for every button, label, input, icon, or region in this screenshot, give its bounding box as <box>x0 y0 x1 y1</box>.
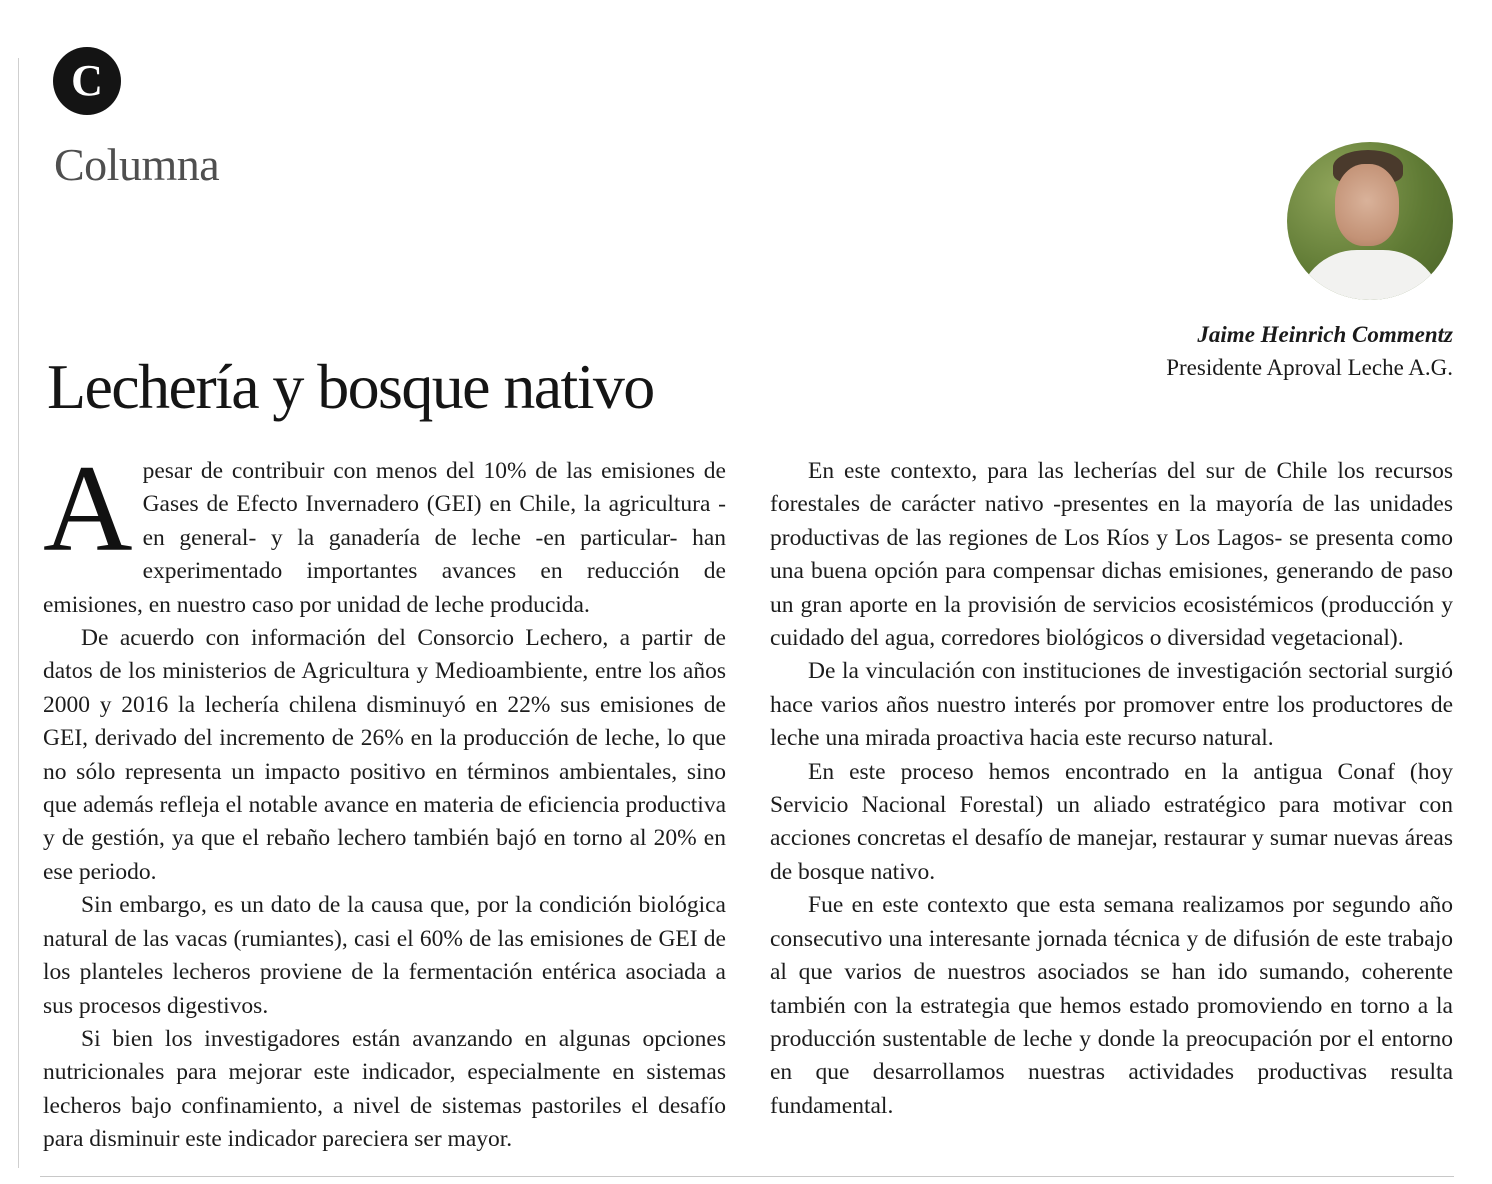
author-photo <box>1287 142 1453 300</box>
author-photo-shirt <box>1297 250 1443 300</box>
author-name: Jaime Heinrich Commentz <box>1197 322 1453 347</box>
article-paragraph: En este contexto, para las lecherías del sur de Chile los recursos forestales de carácter nativo -presentes en la mayoría de las unidades productivas de las regiones de Los Ríos y Los Lagos- se presenta como una buena opción para compensar dichas emisiones, generando de paso un gran aporte en la provisión de servicios ecosistémicos (producción y cuidado del agua, corredores biológicos o diversidad vegetacional). <box>770 458 1453 652</box>
section-badge-icon <box>53 47 121 115</box>
article-paragraph: En este proceso hemos encontrado en la antigua Conaf (hoy Servicio Nacional Forestal) un aliado estratégico para motivar con acciones concretas el desafío de manejar, restaurar y sumar nuevas áreas de bosque nativo. <box>770 758 1453 885</box>
article-column-left <box>43 440 726 1157</box>
author-role: Presidente Aproval Leche A.G. <box>1166 355 1453 380</box>
section-label: Columna <box>54 139 220 190</box>
article-paragraph: De acuerdo con información del Consorcio Lechero, a partir de datos de los ministerios de Agricultura y Medioambiente, entre los años 2000 y 2016 la lechería chilena disminuyó en 22% sus emisiones de GEI, derivado del incremento de 26% en la producción de leche, lo que no sólo representa un impacto positivo en términos ambientales, sino que además refleja el notable avance en materia de eficiencia productiva y de gestión, ya que el rebaño lechero también bajó en torno al 20% en ese periodo. <box>43 625 726 885</box>
paragraph-text: pesar de contribuir con menos del 10% de las emisiones de Gases de Efecto Invernadero (GEI) en Chile, la agricultura -en general- y la ganadería de leche -en particular- han experimentado importantes avances en reducción de emisiones, en nuestro caso por unidad de leche producida. <box>43 458 726 618</box>
article-paragraph: Sin embargo, es un dato de la causa que, por la condición biológica natural de las vacas (rumiantes), casi el 60% de las emisiones de GEI de los planteles lecheros proviene de la fermentación entérica asociada a sus procesos digestivos. <box>43 892 726 1019</box>
left-margin-rule <box>18 58 19 1168</box>
article-headline: Lechería y bosque nativo <box>47 351 654 422</box>
drop-cap: A <box>43 440 133 577</box>
author-photo-face <box>1335 164 1399 246</box>
article-paragraph: Fue en este contexto que esta semana realizamos por segundo año consecutivo una interesante jornada técnica y de difusión de este trabajo al que varios de nuestros asociados se han ido sumando, coherente también con la estrategia que hemos estado promoviendo en torno a la producción sustentable de leche y donde la preocupación por el entorno en que desarrollamos nuestras actividades productivas resulta fundamental. <box>770 892 1453 1119</box>
article-paragraph: Si bien los investigadores están avanzando en algunas opciones nutricionales para mejorar este indicador, especialmente en sistemas lecheros bajo confinamiento, a nivel de sistemas pastoriles el desafío para disminuir este indicador pareciera ser mayor. <box>43 1025 726 1153</box>
article-paragraph: De la vinculación con instituciones de investigación sectorial surgió hace varios años nuestro interés por promover entre los productores de leche una mirada proactiva hacia este recurso natural. <box>770 658 1453 752</box>
badge-letter: C <box>71 56 103 105</box>
article-column-right <box>770 455 1453 1123</box>
bottom-rule <box>40 1176 1454 1177</box>
article-paragraph <box>43 440 726 622</box>
